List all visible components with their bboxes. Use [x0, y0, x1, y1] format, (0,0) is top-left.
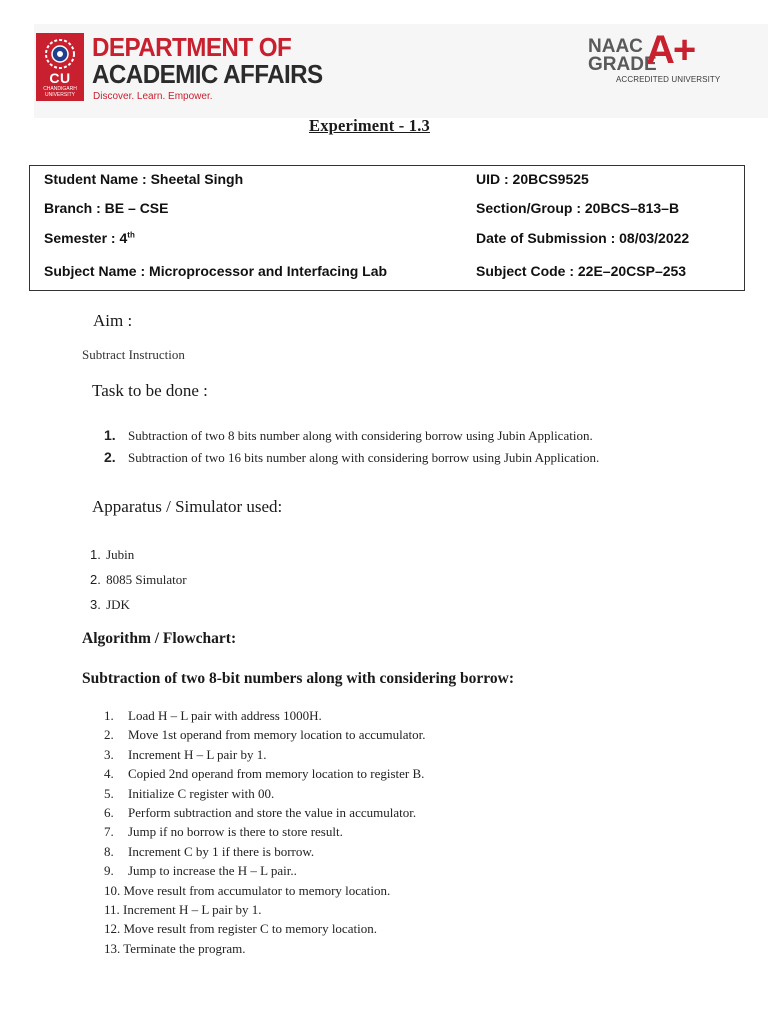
student-name: Student Name : Sheetal Singh	[44, 171, 244, 187]
semester-text: Semester : 4	[44, 230, 128, 246]
step-number: 2.	[104, 727, 114, 743]
algorithm-step	[104, 863, 425, 882]
algorithm-step	[104, 921, 425, 940]
naac-accredited: ACCREDITED UNIVERSITY	[616, 75, 721, 84]
cu-logo-abbr: CU	[49, 70, 71, 86]
algorithm-step	[104, 805, 425, 824]
algorithm-step	[104, 786, 425, 805]
algorithm-steps	[104, 708, 425, 960]
algorithm-step	[104, 883, 425, 902]
naac-label: NAAC	[588, 36, 643, 57]
subject-name: Subject Name : Microprocessor and Interfacing Lab	[44, 263, 388, 279]
tagline: Discover. Learn. Empower.	[93, 91, 213, 102]
apparatus-item-text: 8085 Simulator	[106, 572, 187, 587]
apparatus-item	[90, 572, 187, 597]
step-number: 8.	[104, 843, 114, 859]
student-uid: UID : 20BCS9525	[476, 171, 589, 187]
apparatus-item-text: Jubin	[106, 547, 135, 562]
step-number: 7.	[104, 824, 114, 840]
task-item	[104, 428, 704, 444]
step-number: 12.	[104, 921, 121, 937]
department-title-line1: DEPARTMENT OF	[92, 32, 292, 62]
step-text: Increment C by 1 if there is borrow.	[128, 843, 315, 859]
step-number: 9.	[104, 863, 114, 879]
apparatus-item-number: 1.	[90, 547, 101, 562]
step-text: Initialize C register with 00.	[128, 785, 275, 801]
step-number: 3.	[104, 746, 114, 762]
cu-logo	[36, 33, 84, 101]
apparatus-item-number: 3.	[90, 597, 101, 612]
apparatus-item	[90, 597, 187, 622]
student-semester	[44, 230, 135, 246]
apparatus-heading: Apparatus / Simulator used:	[92, 497, 283, 516]
algorithm-subheading: Subtraction of two 8-bit numbers along with considering borrow:	[82, 670, 515, 687]
step-text: Jump if no borrow is there to store result.	[128, 824, 343, 840]
step-number: 11.	[104, 901, 120, 917]
algorithm-step	[104, 708, 425, 727]
algorithm-step	[104, 727, 425, 746]
naac-grade-value: A+	[646, 28, 695, 72]
algorithm-step	[104, 844, 425, 863]
task-item-text: Subtraction of two 8 bits number along with considering borrow using Jubin Application.	[128, 428, 593, 443]
algorithm-heading: Algorithm / Flowchart:	[82, 630, 237, 647]
step-number: 6.	[104, 804, 114, 820]
task-item-number: 2.	[104, 449, 116, 465]
step-number: 5.	[104, 785, 114, 801]
step-text: Increment H – L pair by 1.	[123, 901, 262, 917]
apparatus-item-number: 2.	[90, 572, 101, 587]
step-text: Increment H – L pair by 1.	[128, 746, 267, 762]
cu-logo-name: CHANDIGARH UNIVERSITY	[43, 86, 77, 98]
aim-text: Subtract Instruction	[82, 347, 185, 362]
step-number: 1.	[104, 708, 114, 723]
step-text: Move 1st operand from memory location to accumulator.	[128, 727, 426, 743]
student-branch: Branch : BE – CSE	[44, 200, 169, 216]
student-section: Section/Group : 20BCS–813–B	[476, 200, 680, 216]
task-item-number: 1.	[104, 427, 116, 443]
subject-code: Subject Code : 22E–20CSP–253	[476, 263, 687, 279]
apparatus-item-text: JDK	[106, 597, 130, 612]
naac-grade-label: GRADE	[588, 54, 657, 75]
algorithm-step	[104, 941, 425, 960]
step-number: 13.	[104, 940, 121, 956]
semester-suffix: th	[127, 230, 135, 240]
task-item	[104, 450, 704, 466]
aim-heading: Aim :	[93, 311, 133, 330]
algorithm-step	[104, 824, 425, 843]
step-text: Load H – L pair with address 1000H.	[128, 708, 322, 723]
step-number: 4.	[104, 766, 114, 782]
algorithm-step	[104, 766, 425, 785]
task-heading: Task to be done :	[92, 381, 208, 400]
cu-emblem-icon	[43, 37, 77, 71]
step-text: Perform subtraction and store the value in accumulator.	[128, 804, 417, 820]
task-item-text: Subtraction of two 16 bits number along with considering borrow using Jubin Application.	[128, 450, 600, 465]
submission-date: Date of Submission : 08/03/2022	[476, 230, 690, 246]
step-text: Jump to increase the H – L pair..	[128, 863, 297, 879]
step-text: Copied 2nd operand from memory location to register B.	[128, 766, 425, 782]
department-title-line2: ACADEMIC AFFAIRS	[92, 59, 323, 89]
algorithm-step	[104, 902, 425, 921]
experiment-title: Experiment - 1.3	[309, 116, 430, 135]
task-list	[104, 428, 704, 472]
apparatus-list	[90, 547, 187, 622]
apparatus-item	[90, 547, 187, 572]
step-text: Move result from register C to memory location.	[123, 921, 377, 937]
algorithm-step	[104, 747, 425, 766]
step-number: 10.	[104, 882, 121, 898]
step-text: Terminate the program.	[123, 940, 246, 956]
step-text: Move result from accumulator to memory location.	[120, 882, 391, 898]
